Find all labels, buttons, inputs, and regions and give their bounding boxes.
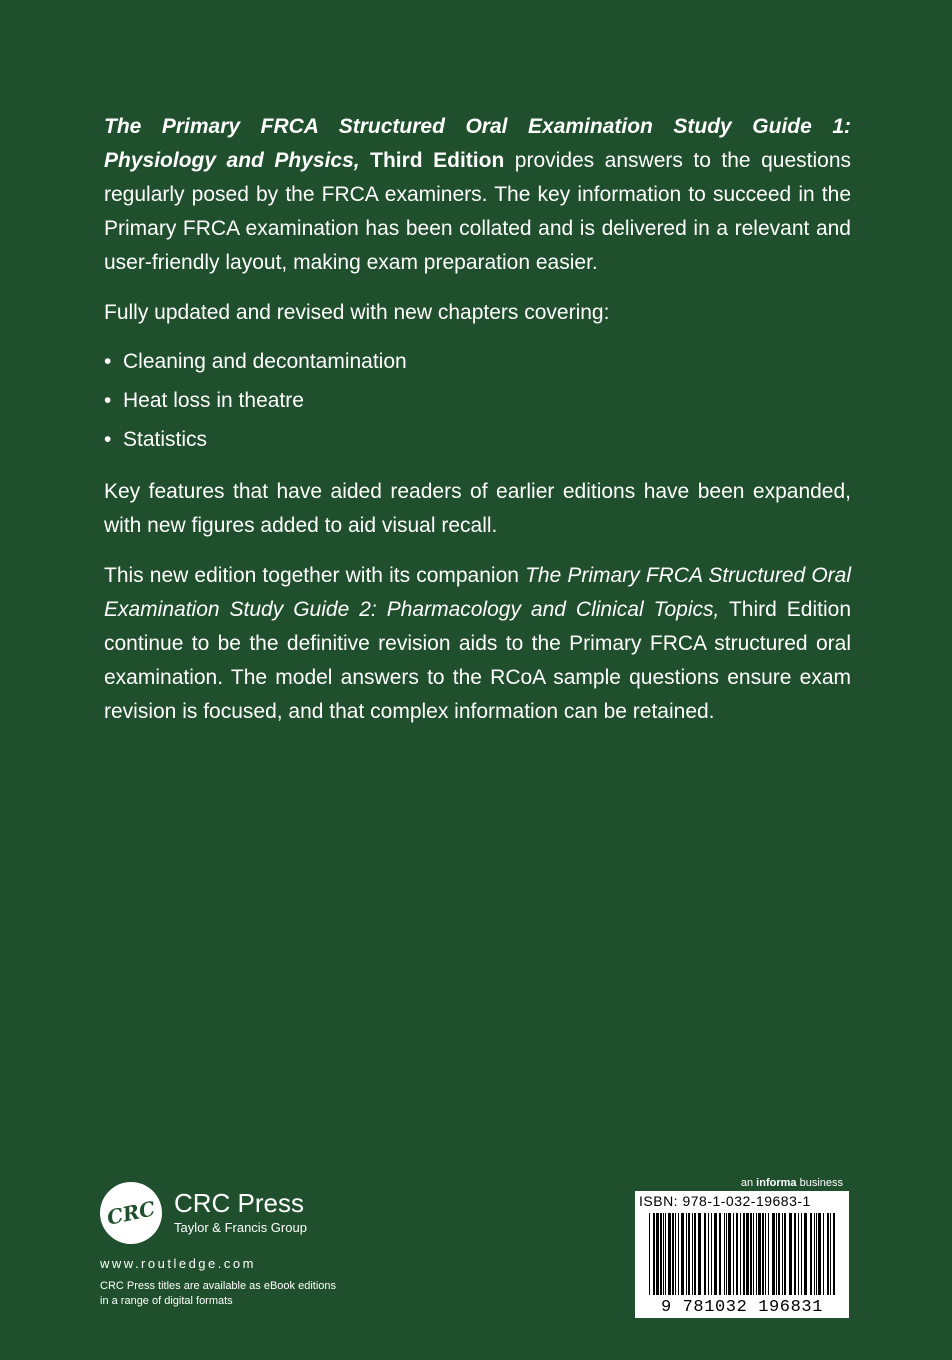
website-link[interactable]: www.routledge.com [100, 1256, 256, 1271]
barcode-bar [810, 1213, 812, 1295]
barcode-bar [833, 1213, 835, 1295]
barcode-bar [772, 1213, 775, 1295]
barcode-bar [798, 1213, 799, 1295]
list-item: • Heat loss in theatre [104, 389, 304, 412]
barcode [635, 1191, 849, 1318]
book-title: The Primary FRCA Structured Oral Examination Study Guide 1: Physiology and Physics, [104, 115, 851, 172]
barcode-bar [743, 1213, 745, 1295]
barcode-bar [789, 1213, 792, 1295]
barcode-bar [688, 1213, 690, 1295]
barcode-bar [675, 1213, 676, 1295]
barcode-bar [726, 1213, 727, 1295]
barcode-bar [768, 1213, 769, 1295]
barcode-bar [672, 1213, 674, 1295]
barcode-area [635, 1176, 849, 1318]
barcode-bar [776, 1213, 777, 1295]
barcode-bar [678, 1213, 679, 1295]
isbn-number: ISBN: 978-1-032-19683-1 [639, 1193, 811, 1209]
publisher-name: CRC Press [174, 1188, 305, 1218]
barcode-bar [756, 1213, 757, 1295]
updated-lead: Fully updated and revised with new chapters covering: [104, 301, 610, 324]
publisher-group: Taylor & Francis Group [174, 1220, 307, 1235]
barcode-bar [778, 1213, 780, 1295]
barcode-bar [708, 1213, 709, 1295]
barcode-bar [698, 1213, 701, 1295]
barcode-bar [660, 1213, 662, 1295]
barcode-bar [681, 1213, 684, 1295]
barcode-bar [801, 1213, 802, 1295]
barcode-bar [663, 1213, 664, 1295]
edition-label: Third Edition [370, 149, 505, 172]
barcode-bar [692, 1213, 693, 1295]
informa-tagline: an informa business [740, 1177, 843, 1189]
barcode-bar [656, 1213, 659, 1295]
ebook-note: CRC Press titles are available as eBook editions in a range of digital formats [100, 1280, 337, 1307]
barcode-bar [814, 1213, 815, 1295]
barcode-bar [750, 1213, 752, 1295]
barcode-bar [686, 1213, 687, 1295]
barcode-bar [746, 1213, 749, 1295]
barcode-bar [694, 1213, 696, 1295]
barcode-bar [719, 1213, 721, 1295]
barcode-bar [782, 1213, 783, 1295]
barcode-bar [827, 1213, 829, 1295]
barcode-bar [736, 1213, 738, 1295]
barcode-bar [818, 1213, 821, 1295]
publisher-block [100, 1182, 336, 1309]
companion-paragraph: This new edition together with its companion The Primary FRCA Structured Oral Examination Study Guide 2: Pharmacology and Clinical Topics, Third Edition continue to be the definitive revision aids to the Primary FRCA structured oral examination. The model answers to the RCoA sample questions ensure exam revision is focused, and that complex information can be retained. [104, 564, 851, 723]
features-paragraph: Key features that have aided readers of earlier editions have been expanded, with new figures added to aid visual recall. [104, 480, 851, 537]
barcode-bar [816, 1213, 817, 1295]
barcode-bar [668, 1213, 671, 1295]
list-item: • Cleaning and decontamination [104, 350, 407, 373]
barcode-bar [733, 1213, 734, 1295]
barcode-bar [823, 1213, 824, 1295]
barcode-bar [665, 1213, 666, 1295]
new-chapters-list [104, 342, 851, 459]
intro-paragraph [104, 110, 851, 280]
barcode-bar [724, 1213, 725, 1295]
crc-logo: CRC [94, 1176, 168, 1250]
barcode-bar [704, 1213, 706, 1295]
barcode-bar [740, 1213, 741, 1295]
barcode-bar [711, 1213, 712, 1295]
intro-text: provides answers to the questions regularly posed by the FRCA examiners. The key information to succeed in the Primary FRCA examination has been collated and is delivered in a relevant and user-friendly layout, making exam preparation easier. [104, 149, 852, 274]
barcode-bar [653, 1213, 655, 1295]
barcode-bar [728, 1213, 731, 1295]
barcode-bars [649, 1213, 837, 1295]
list-item: • Statistics [104, 428, 208, 451]
barcode-bar [714, 1213, 717, 1295]
companion-title: The Primary FRCA Structured Oral Examination Study Guide 2: Pharmacology and Clinical Topics, [104, 564, 851, 621]
barcode-bar [758, 1213, 761, 1295]
barcode-bar [784, 1213, 786, 1295]
barcode-bar [753, 1213, 754, 1295]
barcode-bar [804, 1213, 807, 1295]
barcode-bar [649, 1213, 650, 1295]
barcode-bar [830, 1213, 831, 1295]
back-cover-blurb [104, 110, 851, 729]
barcode-bar [762, 1213, 764, 1295]
barcode-bar [765, 1213, 766, 1295]
barcode-bar [794, 1213, 796, 1295]
barcode-digits: 9 781032 196831 [635, 1298, 849, 1318]
